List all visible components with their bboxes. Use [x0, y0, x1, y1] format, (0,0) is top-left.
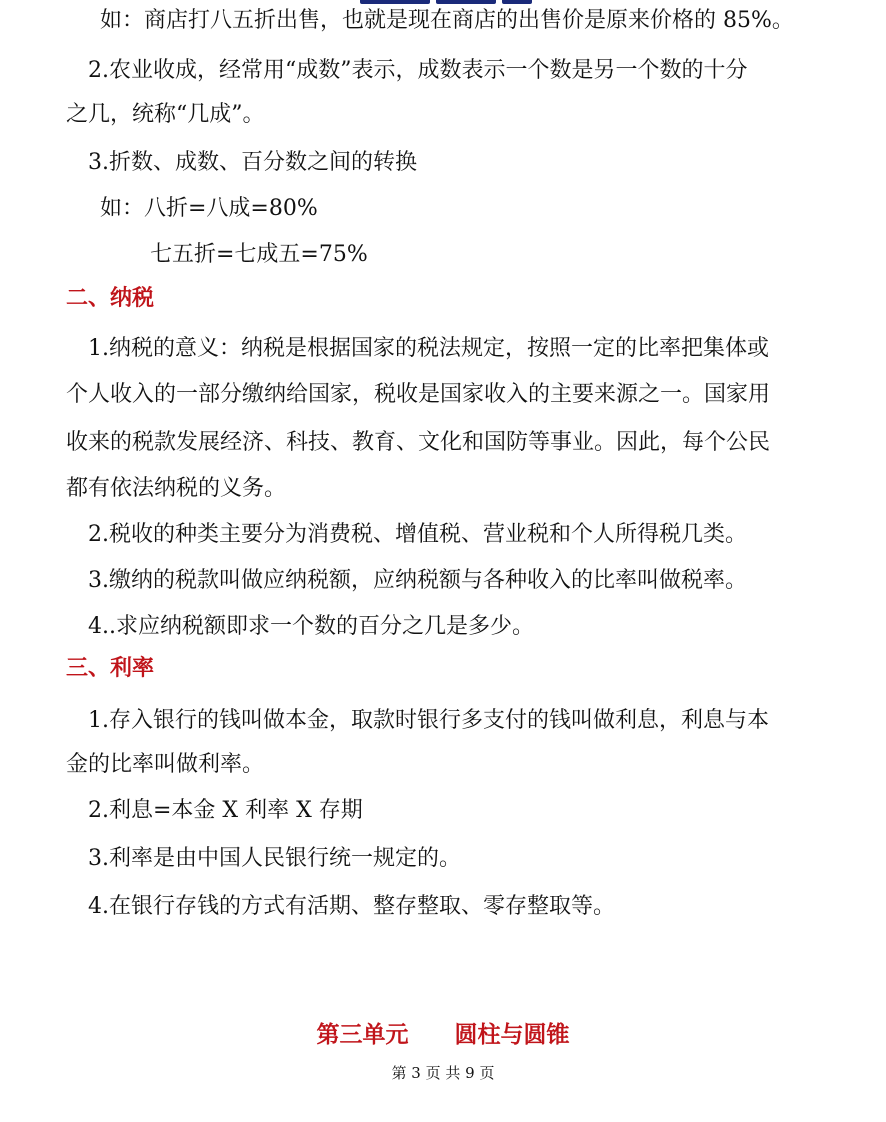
text-line: 个人收入的一部分缴纳给国家，税收是国家收入的主要来源之一。国家用 — [66, 382, 771, 407]
text-line: 1.纳税的意义：纳税是根据国家的税法规定，按照一定的比率把集体或 — [88, 336, 769, 361]
text-line: 金的比率叫做利率。 — [66, 752, 265, 777]
text-line: 3.缴纳的税款叫做应纳税额，应纳税额与各种收入的比率叫做税率。 — [88, 568, 747, 593]
text-line: 如：八折=八成=80% — [100, 196, 318, 221]
text-line: 4.在银行存钱的方式有活期、整存整取、零存整取等。 — [88, 894, 615, 919]
text-line: 之几，统称“几成”。 — [66, 102, 265, 127]
text-line: 收来的税款发展经济、科技、教育、文化和国防等事业。因此，每个公民 — [66, 430, 771, 455]
text-line: 4..求应纳税额即求一个数的百分之几是多少。 — [88, 614, 534, 639]
text-line: 2.税收的种类主要分为消费税、增值税、营业税和个人所得税几类。 — [88, 522, 747, 547]
page-footer: 第 3 页 共 9 页 — [391, 1064, 495, 1082]
text-line: 2.农业收成，经常用“成数”表示，成数表示一个数是另一个数的十分 — [88, 58, 748, 83]
text-line: 2.利息=本金 X 利率 X 存期 — [88, 798, 363, 823]
text-line: 七五折=七成五=75% — [150, 242, 368, 267]
text-line: 都有依法纳税的义务。 — [66, 476, 287, 501]
text-line: 3.折数、成数、百分数之间的转换 — [88, 150, 417, 175]
unit-title: 第三单元 圆柱与圆锥 — [316, 1022, 570, 1048]
text-line: 如：商店打八五折出售，也就是现在商店的出售价是原来价格的 85%。 — [100, 8, 794, 33]
text-line: 3.利率是由中国人民银行统一规定的。 — [88, 846, 461, 871]
section-heading-tax: 二、纳税 — [66, 286, 155, 311]
text-line: 1.存入银行的钱叫做本金，取款时银行多支付的钱叫做利息，利息与本 — [88, 708, 769, 733]
section-heading-interest: 三、利率 — [66, 656, 155, 681]
